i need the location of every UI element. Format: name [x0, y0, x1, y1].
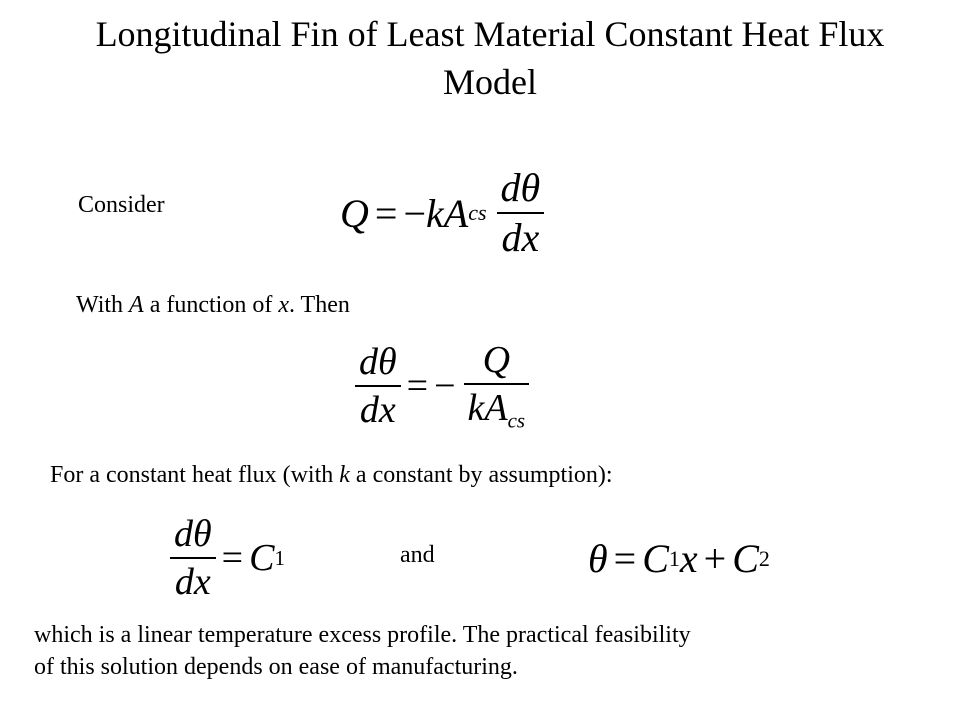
eq2-right-fraction	[464, 338, 530, 433]
flux-k: k	[339, 462, 350, 488]
eq3-numerator: dθ	[174, 513, 212, 555]
eq1-a: A	[443, 190, 469, 236]
eq4-c2: C	[732, 536, 759, 581]
conclusion-line-2: of this solution depends on ease of manufacturing.	[34, 654, 518, 680]
eq1-fraction-bar	[497, 212, 545, 214]
eq1-denominator: dx	[501, 215, 540, 260]
eq2-right-bar	[464, 383, 530, 385]
eq1-fraction	[497, 165, 545, 260]
eq2-minus: −	[434, 365, 456, 407]
eq2-right-denominator	[464, 386, 530, 433]
eq1-q: Q	[340, 190, 369, 236]
eq3-c: C	[249, 537, 275, 579]
flux-part2: a constant by assumption):	[349, 462, 613, 488]
eq4-plus: +	[703, 536, 727, 581]
eq3-equals: =	[221, 537, 244, 579]
eq2-sub: cs	[507, 408, 526, 433]
flux-line	[50, 460, 613, 490]
eq4-sub1: 1	[668, 545, 680, 571]
eq2-equals: =	[406, 365, 429, 407]
eq4-sub2: 2	[758, 545, 770, 571]
eq1-k: k	[426, 190, 444, 236]
eq2-left-bar	[355, 385, 401, 387]
eq2-k: k	[467, 386, 485, 429]
eq2-right-numerator: Q	[482, 338, 511, 381]
eq3-denominator: dx	[174, 561, 211, 603]
eq2-left-fraction	[355, 343, 401, 429]
eq2-left-denominator: dx	[359, 389, 396, 431]
with-part3: . Then	[288, 292, 350, 318]
eq4-equals: =	[613, 536, 637, 581]
eq3-sub: 1	[274, 545, 285, 570]
with-part1: With	[76, 292, 130, 318]
equation-fourier-law	[340, 165, 544, 260]
flux-part1: For a constant heat flux (with	[50, 462, 340, 488]
eq2-a: A	[484, 386, 508, 429]
conclusion-line-1: which is a linear temperature excess profile. The practical feasibility	[34, 622, 691, 648]
equation-temperature-profile	[588, 535, 770, 582]
eq4-x: x	[679, 536, 698, 581]
eq3-bar	[170, 557, 216, 559]
with-part2: a function of	[143, 292, 279, 318]
eq1-minus: −	[403, 190, 427, 236]
eq1-equals: =	[374, 190, 398, 236]
consider-label: Consider	[78, 192, 165, 218]
with-line	[76, 290, 350, 320]
slide-title: Longitudinal Fin of Least Material Constant Heat Flux Model	[95, 14, 885, 102]
and-label: and	[400, 542, 435, 568]
eq1-sub: cs	[468, 200, 487, 225]
equation-constant-gradient	[170, 512, 285, 601]
eq3-fraction	[170, 515, 216, 601]
equation-gradient	[355, 340, 529, 431]
with-a: A	[129, 292, 144, 318]
eq2-left-numerator: dθ	[359, 341, 397, 383]
with-x: x	[278, 292, 289, 318]
eq1-numerator: dθ	[500, 165, 541, 210]
eq4-theta: θ	[588, 536, 608, 581]
eq4-c1: C	[642, 536, 669, 581]
